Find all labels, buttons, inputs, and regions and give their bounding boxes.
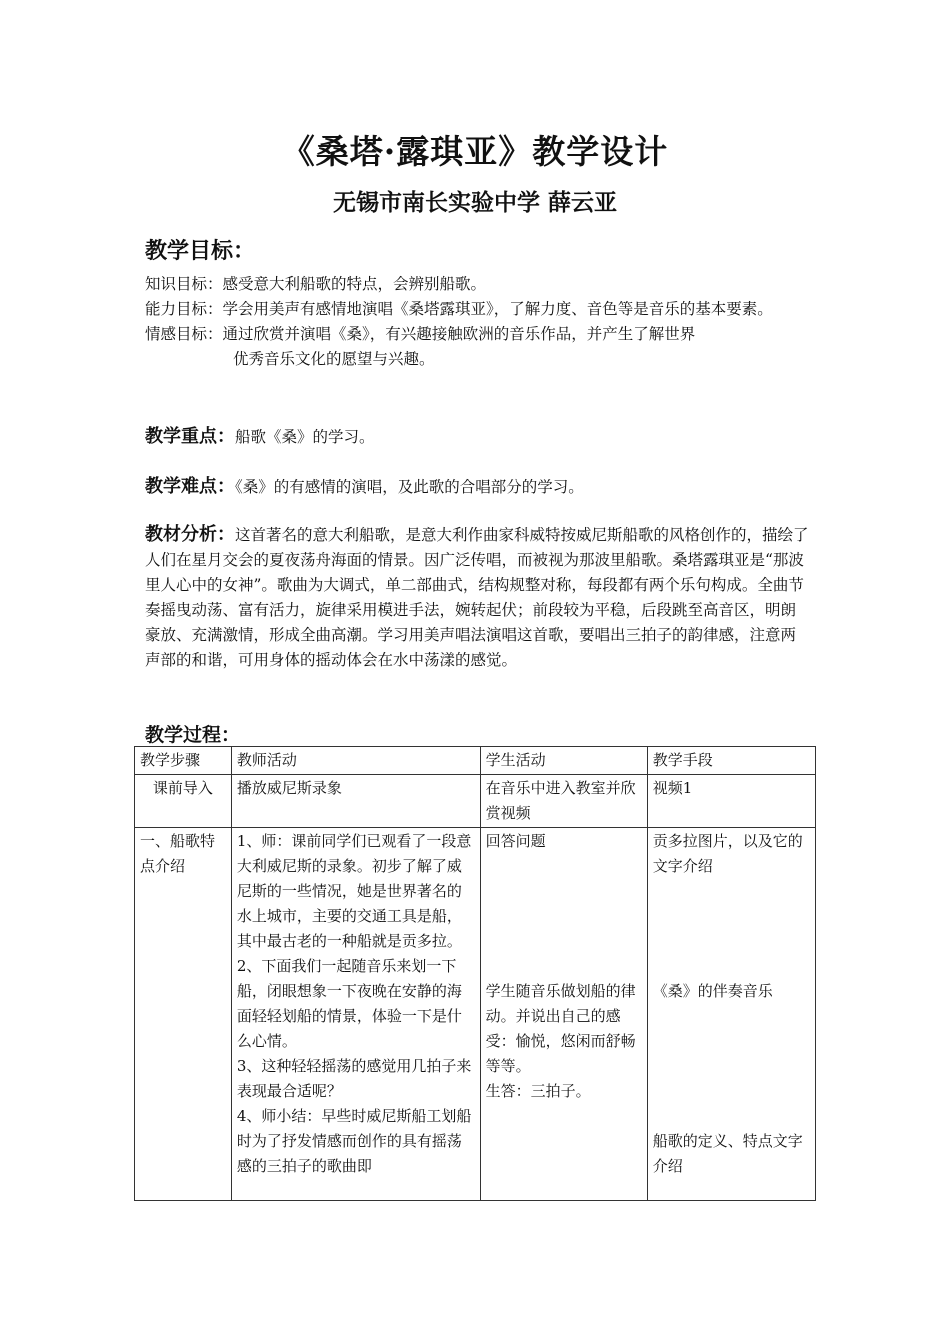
header-step: 教学步骤 bbox=[135, 747, 232, 775]
row2-student bbox=[480, 828, 647, 1201]
key-point-text: 船歌《桑》的学习。 bbox=[235, 428, 375, 446]
means-3: 船歌的定义、特点文字介绍 bbox=[652, 1132, 803, 1175]
ability-goal: 能力目标：学会用美声有感情地演唱《桑塔露琪亚》，了解力度、音色等是音乐的基本要素。 bbox=[145, 300, 773, 318]
key-point-label: 教学重点： bbox=[145, 426, 235, 447]
document-author: 无锡市南长实验中学 薛云亚 bbox=[332, 189, 617, 216]
difficulty-label: 教学难点： bbox=[145, 476, 235, 497]
student-activity-2: 学生随音乐做划船的律动。并说出自己的感受：愉悦，悠闲而舒畅等等。 bbox=[485, 982, 636, 1075]
document-title: 《桑塔·露琪亚》教学设计 bbox=[281, 132, 669, 171]
teacher-activity-2: 2、下面我们一起随音乐来划一下船，闭眼想象一下夜晚在安静的海面轻轻划船的情景，体验一下是什么心情。 bbox=[236, 957, 462, 1050]
table-row bbox=[135, 828, 816, 1201]
analysis-label: 教材分析： bbox=[145, 524, 235, 545]
means-1: 贡多拉图片，以及它的文字介绍 bbox=[652, 832, 803, 875]
row2-step: 一、船歌特点介绍 bbox=[135, 828, 232, 1201]
means-2: 《桑》的伴奏音乐 bbox=[652, 982, 773, 1000]
row1-teacher: 播放威尼斯录象 bbox=[231, 775, 480, 828]
row1-means: 视频1 bbox=[647, 775, 815, 828]
row2-means bbox=[647, 828, 815, 1201]
goals-list bbox=[145, 272, 811, 372]
row1-step: 课前导入 bbox=[135, 775, 232, 828]
analysis-text: 这首著名的意大利船歌，是意大利作曲家科威特按威尼斯船歌的风格创作的，描绘了人们在星月交会的夏夜荡舟海面的情景。因广泛传唱，而被视为那波里船歌。桑塔露琪亚是“那波里人心中的女神”。歌曲为大调式，单二部曲式，结构规整对称，每段都有两个乐句构成。全曲节奏摇曳动荡、富有活力，旋律采用模进手法，婉转起伏；前段较为平稳，后段跳至高音区，明朗豪放、充满激情，形成全曲高潮。学习用美声唱法演唱这首歌，要唱出三拍子的韵律感，注意两声部的和谐，可用身体的摇动体会在水中荡漾的感觉。 bbox=[145, 526, 809, 669]
row1-student: 在音乐中进入教室并欣赏视频 bbox=[480, 775, 647, 828]
process-table bbox=[134, 746, 816, 1201]
header-student: 学生活动 bbox=[480, 747, 647, 775]
teacher-activity-4: 4、师小结：早些时威尼斯船工划船时为了抒发情感而创作的具有摇荡感的三拍子的歌曲即 bbox=[236, 1107, 472, 1175]
knowledge-goal: 知识目标：感受意大利船歌的特点，会辨别船歌。 bbox=[145, 275, 487, 293]
header-means: 教学手段 bbox=[647, 747, 815, 775]
header-teacher: 教师活动 bbox=[231, 747, 480, 775]
process-heading: 教学过程： bbox=[145, 724, 241, 746]
emotion-goal-line2: 优秀音乐文化的愿望与兴趣。 bbox=[233, 350, 435, 368]
student-activity-1: 回答问题 bbox=[485, 832, 546, 850]
goals-heading: 教学目标： bbox=[145, 238, 256, 264]
student-activity-3: 生答：三拍子。 bbox=[485, 1082, 591, 1100]
row2-teacher bbox=[231, 828, 480, 1201]
material-analysis bbox=[145, 522, 811, 673]
teacher-activity-3: 3、这种轻轻摇荡的感觉用几拍子来表现最合适呢？ bbox=[236, 1057, 472, 1100]
key-point bbox=[145, 424, 811, 450]
table-header-row bbox=[135, 747, 816, 775]
teacher-activity-1: 1、师：课前同学们已观看了一段意大利威尼斯的录象。初步了解了威尼斯的一些情况，她是世界著名的水上城市，主要的交通工具是船，其中最古老的一种船就是贡多拉。 bbox=[236, 832, 472, 950]
difficulty bbox=[145, 474, 811, 500]
difficulty-text: 《桑》的有感情的演唱，及此歌的合唱部分的学习。 bbox=[235, 478, 584, 496]
emotion-goal-line1: 情感目标：通过欣赏并演唱《桑》，有兴趣接触欧洲的音乐作品，并产生了解世界 bbox=[145, 325, 696, 343]
table-row bbox=[135, 775, 816, 828]
